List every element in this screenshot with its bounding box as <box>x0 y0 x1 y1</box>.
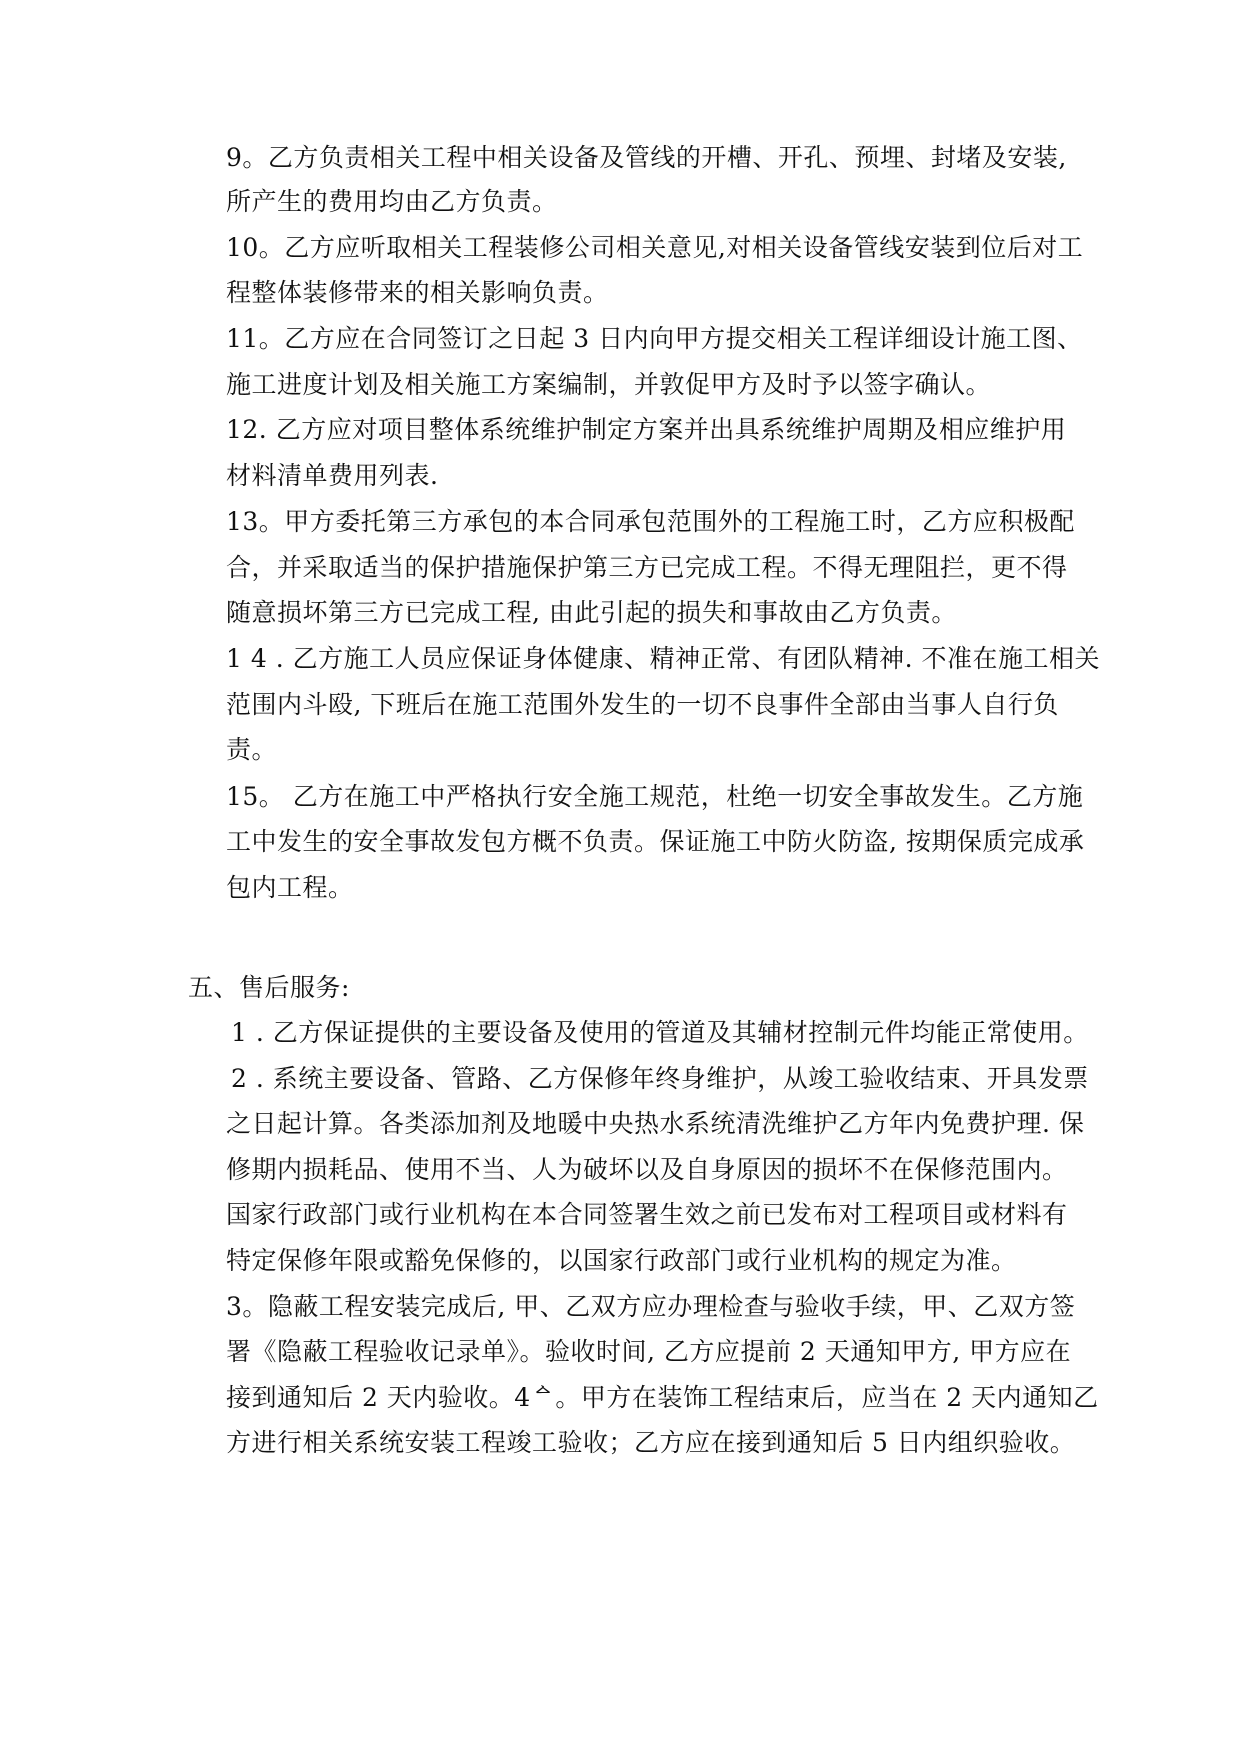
paragraph-line: 包内工程。 <box>226 873 354 902</box>
paragraph-line: 1 4 . 乙方施工人员应保证身体健康、精神正常、有团队精神. 不准在施工相关 <box>226 644 1100 673</box>
paragraph-line: 程整体装修带来的相关影响负责。 <box>226 278 609 307</box>
paragraph-line: 国家行政部门或行业机构在本合同签署生效之前已发布对工程项目或材料有 <box>226 1200 1068 1229</box>
paragraph-line: 责。 <box>226 735 278 764</box>
paragraph-line: 1 . 乙方保证提供的主要设备及使用的管道及其辅材控制元件均能正常使用。 <box>231 1018 1089 1047</box>
paragraph-line: 署《隐蔽工程验收记录单》。验收时间, 乙方应提前 2 天通知甲方, 甲方应在 <box>226 1337 1072 1366</box>
paragraph-line: 11。乙方应在合同签订之日起 3 日内向甲方提交相关工程详细设计施工图、 <box>226 324 1083 353</box>
paragraph-line: 2 . 系统主要设备、管路、乙方保修年终身维护，从竣工验收结束、开具发票 <box>231 1064 1089 1093</box>
paragraph-line: 合，并采取适当的保护措施保护第三方已完成工程。不得无理阻拦，更不得 <box>226 553 1068 582</box>
paragraph-line: 范围内斗殴, 下班后在施工范围外发生的一切不良事件全部由当事人自行负 <box>226 690 1059 719</box>
paragraph-line: 施工进度计划及相关施工方案编制，并敦促甲方及时予以签字确认。 <box>226 370 992 399</box>
paragraph-line: 随意损坏第三方已完成工程, 由此引起的损失和事故由乙方负责。 <box>226 598 957 627</box>
paragraph-line: 15。 乙方在施工中严格执行安全施工规范，杜绝一切安全事故发生。乙方施 <box>226 782 1084 811</box>
paragraph-line: 12. 乙方应对项目整体系统维护制定方案并出具系统维护周期及相应维护用 <box>226 415 1067 444</box>
paragraph-line: 之日起计算。各类添加剂及地暖中央热水系统清洗维护乙方年内免费护理. 保 <box>226 1109 1085 1138</box>
paragraph-line: 9。乙方负责相关工程中相关设备及管线的开槽、开孔、预埋、封堵及安装, <box>226 143 1067 172</box>
paragraph-line: 所产生的费用均由乙方负责。 <box>226 187 558 216</box>
paragraph-line: 方进行相关系统安装工程竣工验收；乙方应在接到通知后 5 日内组织验收。 <box>226 1428 1076 1457</box>
paragraph-line: 13。甲方委托第三方承包的本合同承包范围外的工程施工时，乙方应积极配 <box>226 507 1075 536</box>
paragraph-line: 材料清单费用列表. <box>226 461 439 490</box>
paragraph-line: 工中发生的安全事故发包方概不负责。保证施工中防火防盗, 按期保质完成承 <box>226 827 1085 856</box>
paragraph-line: 接到通知后 2 天内验收。4ᅀ。甲方在装饰工程结束后，应当在 2 天内通知乙 <box>226 1383 1099 1412</box>
paragraph-line: 3。隐蔽工程安装完成后, 甲、乙双方应办理检查与验收手续，甲、乙双方签 <box>226 1292 1076 1321</box>
paragraph-line: 10。乙方应听取相关工程装修公司相关意见,对相关设备管线安装到位后对工 <box>226 233 1084 262</box>
paragraph-line: 特定保修年限或豁免保修的，以国家行政部门或行业机构的规定为准。 <box>226 1246 1017 1275</box>
section-heading: 五、售后服务: <box>188 973 350 1002</box>
paragraph-line: 修期内损耗品、使用不当、人为破坏以及自身原因的损坏不在保修范围内。 <box>226 1155 1068 1184</box>
